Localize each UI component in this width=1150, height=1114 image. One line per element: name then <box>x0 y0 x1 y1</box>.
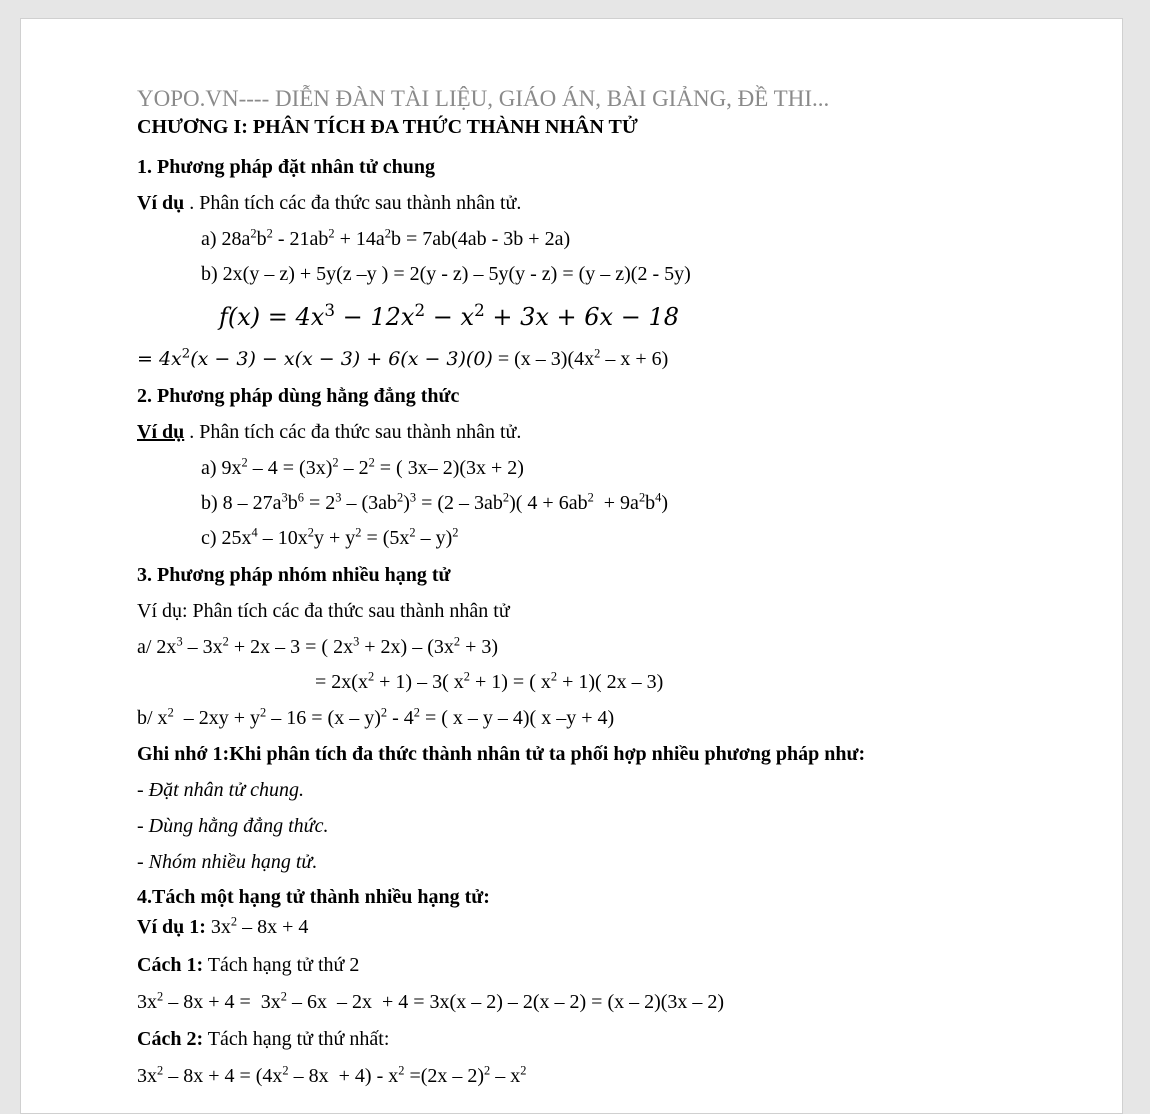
s3-item-b: b/ $x^2 - 2xy + y^2 - 16 = (x - y)^2 - 4^2$ = ( x – y – 4)( x –y + 4) <box>137 705 615 729</box>
section-4-heading: 4.Tách một hạng tử thành nhiều hạng tử: <box>137 886 490 908</box>
note-item-1: - Đặt nhân tử chung. <box>137 779 305 801</box>
section-2-heading: 2. Phương pháp dùng hằng đẳng thức <box>137 385 460 407</box>
formula-f-line: $f(x) = 4x^3 - 12x^2 - x^2 + 3x + 6x - 18$ <box>219 300 679 331</box>
s1-item-a: a) $28a^2b^2 - 21ab^2 + 14a^2b = 7ab(4ab - 3b + 2a)$ <box>201 226 571 250</box>
site-banner: YOPO.VN---- DIỄN ĐÀN TÀI LIỆU, GIÁO ÁN, BÀI GIẢNG, ĐỀ THI... <box>137 86 830 111</box>
s4-way-2: Cách 2: Tách hạng tử thứ nhất: <box>137 1028 390 1050</box>
chapter-title: CHƯƠNG I: PHÂN TÍCH ĐA THỨC THÀNH NHÂN TỬ <box>137 116 638 138</box>
section-3-heading: 3. Phương pháp nhóm nhiều hạng tử <box>137 564 451 586</box>
s4-way-1-formula: $3x^2 - 8x + 4 = 3x^2 - 6x - 2x + 4 = 3x(x - 2) - 2(x - 2) = (x - 2)(3x - 2)$ <box>137 989 725 1013</box>
note-item-2: - Dùng hằng đẳng thức. <box>137 815 329 837</box>
s3-item-a: a/ $2x^3 - 3x^2 + 2x - 3$ = ( $2x^3 + 2x) - (3x^2 + 3)$ <box>137 634 499 658</box>
section-3-example: Ví dụ: Phân tích các đa thức sau thành nhân tử <box>137 600 510 622</box>
section-1-heading: 1. Phương pháp đặt nhân tử chung <box>137 156 435 178</box>
section-1-example: Ví dụ . Phân tích các đa thức sau thành nhân tử. <box>137 192 522 214</box>
section-2-example: Ví dụ . Phân tích các đa thức sau thành nhân tử. <box>137 421 522 443</box>
document-page <box>20 18 1123 1114</box>
s4-example-1: Ví dụ 1: $3x^2 - 8x + 4$ <box>137 914 309 938</box>
note-heading: Ghi nhớ 1:Khi phân tích đa thức thành nhân tử ta phối hợp nhiều phương pháp như: <box>137 743 866 765</box>
s3-item-a-cont: = $2x(x^2 + 1) - 3$( $x^2 + 1$) = ( $x^2 + 1$)( 2x – 3) <box>315 669 664 693</box>
s2-item-c: c) $25x^4 - 10x^2y + y^2 = (5x^2 - y)^2$ <box>201 525 459 549</box>
formula-expansion-line: = $4x^2(x - 3) - x(x - 3) + 6(x - 3)(0) = (x - 3)(4x^2 - x + 6)$ <box>137 346 669 370</box>
s2-item-b: b) $8 - 27a^3b^6 = 2^3 - (3ab^2)^3 = (2 - 3ab^2)$( $4 + 6ab^2 + 9a^2b^4$) <box>201 490 669 514</box>
s1-item-b: b) 2x(y – z) + 5y(z –y ) = 2(y - z) – 5y(y - z) = (y – z)(2 - 5y) <box>201 263 691 285</box>
s4-way-2-formula: $3x^2 - 8x + 4 = (4x^2 - 8x + 4) - x^2 =(2x - 2)^2 - x^2$ <box>137 1063 527 1087</box>
s4-way-1: Cách 1: Tách hạng tử thứ 2 <box>137 954 360 976</box>
s2-item-a: a) $9x^2 - 4 = (3x)^2 - 2^2$ = ( 3x– 2)(3x + 2) <box>201 455 524 479</box>
note-item-3: - Nhóm nhiều hạng tử. <box>137 851 318 873</box>
